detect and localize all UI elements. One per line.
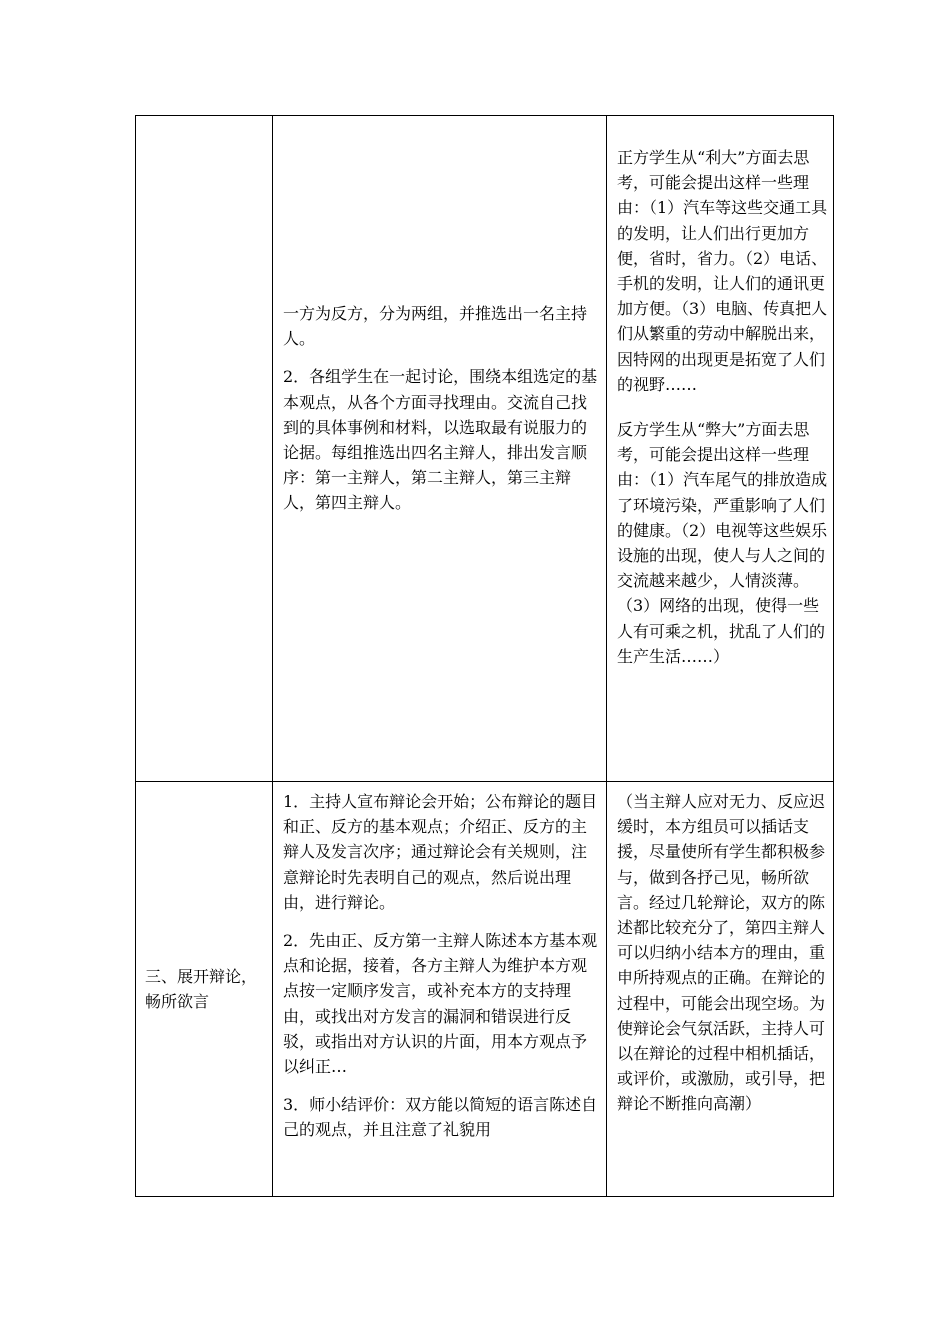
stage-cell	[136, 116, 273, 782]
notes-paragraph: （当主辩人应对无力、反应迟缓时，本方组员可以插话支援，尽量使所有学生都积极参与，做到各抒己见，畅所欲言。经过几轮辩论，双方的陈述都比较充分了，第四主辩人可以归纳小结本方的理由，重申所持观点的正确。在辩论的过程中，可能会出现空场。为使辩论会气氛活跃，主持人可以在辩论的过程中相机插话，或评价，或激励，或引导，把辩论不断推向高潮）	[617, 792, 826, 1114]
stage-label: 三、展开辩论，畅所欲言	[145, 966, 258, 1011]
activities-cell	[273, 782, 607, 1197]
activities-cell	[273, 116, 607, 782]
notes-cell	[607, 116, 834, 782]
activity-paragraph: 2．各组学生在一起讨论，围绕本组选定的基本观点，从各个方面寻找理由。交流自己找到的具体事例和材料，以选取最有说服力的论据。每组推选出四名主辩人，排出发言顺序：第一主辩人，第二主辩人，第三主辩人，第四主辩人。	[283, 367, 598, 513]
activity-paragraph: 1．主持人宣布辩论会开始；公布辩论的题目和正、反方的基本观点；介绍正、反方的主辩人及发言次序；通过辩论会有关规则，注意辩论时先表明自己的观点，然后说出理由，进行辩论。	[283, 792, 598, 912]
table-row	[136, 116, 834, 782]
activity-paragraph: 2．先由正、反方第一主辩人陈述本方基本观点和论据，接着，各方主辩人为维护本方观点按一定顺序发言，或补充本方的支持理由，或找出对方发言的漏洞和错误进行反驳，或指出对方认识的片面，用本方观点予以纠正…	[283, 931, 598, 1077]
notes-paragraph: 正方学生从“利大”方面去思考，可能会提出这样一些理由：（1）汽车等这些交通工具的发明，让人们出行更加方便，省时，省力。（2）电话、手机的发明，让人们的通讯更加方便。（3）电脑、传真把人们从繁重的劳动中解脱出来，因特网的出现更是拓宽了人们的视野……	[617, 148, 828, 394]
activity-paragraph: 3．师小结评价：双方能以简短的语言陈述自己的观点，并且注意了礼貌用	[283, 1095, 598, 1140]
notes-paragraph: 反方学生从“弊大”方面去思考，可能会提出这样一些理由：（1）汽车尾气的排放造成了环境污染，严重影响了人们的健康。（2）电视等这些娱乐设施的出现，使人与人之间的交流越来越少，人情淡薄。（3）网络的出现，使得一些人有可乘之机，扰乱了人们的生产生活……）	[617, 420, 828, 666]
lesson-plan-table	[135, 115, 834, 1197]
stage-cell	[136, 782, 273, 1197]
notes-cell	[607, 782, 834, 1197]
table-row	[136, 782, 834, 1197]
activity-paragraph: 一方为反方，分为两组，并推选出一名主持人。	[283, 304, 588, 349]
